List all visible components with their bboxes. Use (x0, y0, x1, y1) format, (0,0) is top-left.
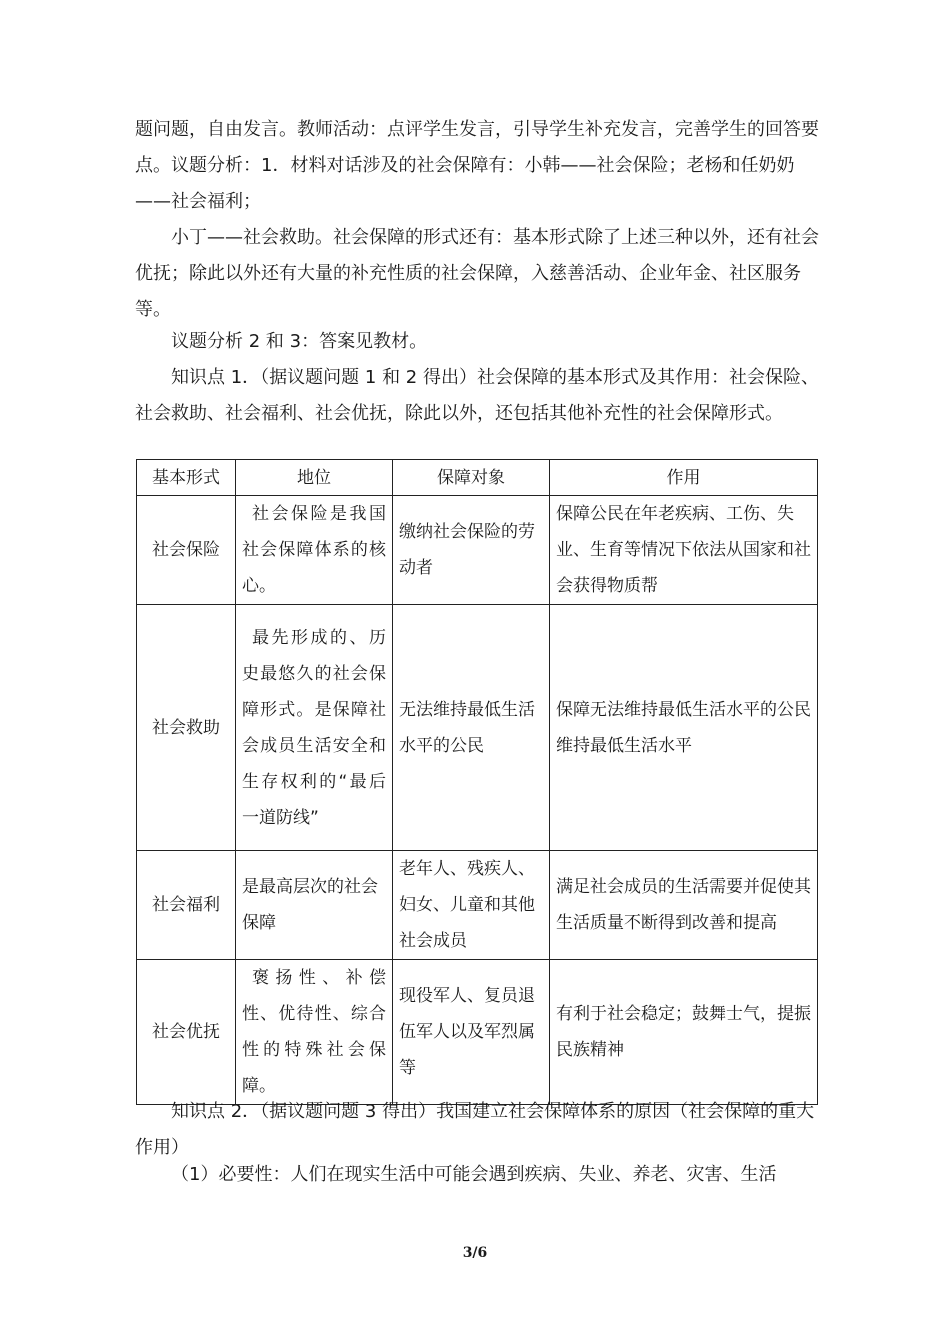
table-row (137, 960, 818, 1105)
paragraph-5: 知识点 2．（据议题问题 3 得出）我国建立社会保障体系的原因（社会保障的重大作用） (135, 1101, 815, 1158)
header-target: 保障对象 (393, 460, 550, 496)
page-number: 3/6 (462, 1245, 488, 1261)
cell-role: 满足社会成员的生活需要并促使其生活质量不断得到改善和提高 (550, 851, 818, 960)
cell-form: 社会优抚 (137, 960, 236, 1105)
cell-target: 缴纳社会保险的劳动者 (393, 496, 550, 605)
table-header-row (137, 460, 818, 496)
cell-target: 无法维持最低生活水平的公民 (393, 605, 550, 851)
cell-role: 保障无法维持最低生活水平的公民维持最低生活水平 (550, 605, 818, 851)
social-security-table (136, 459, 818, 1105)
paragraph-1: 题问题，自由发言。教师活动：点评学生发言，引导学生补充发言，完善学生的回答要点。议题分析：1．材料对话涉及的社会保障有：小韩——社会保险；老杨和任奶奶——社会福利； (135, 119, 819, 212)
table-row (137, 851, 818, 960)
paragraph-6: （1）必要性：人们在现实生活中可能会遇到疾病、失业、养老、灾害、生活 (171, 1164, 777, 1185)
header-status: 地位 (236, 460, 393, 496)
cell-status: 是最高层次的社会保障 (236, 851, 393, 960)
cell-status: 褒扬性、补偿性、优待性、综合性的特殊社会保障。 (236, 960, 393, 1105)
table-row (137, 496, 818, 605)
header-role: 作用 (550, 460, 818, 496)
cell-status: 最先形成的、历史最悠久的社会保障形式。是保障社会成员生活安全和生存权利的“最后一道防线” (236, 605, 393, 851)
cell-form: 社会保险 (137, 496, 236, 605)
cell-role: 保障公民在年老疾病、工伤、失业、生育等情况下依法从国家和社会获得物质帮 (550, 496, 818, 605)
cell-form: 社会救助 (137, 605, 236, 851)
cell-role: 有利于社会稳定；鼓舞士气，提振民族精神 (550, 960, 818, 1105)
table-row (137, 605, 818, 851)
cell-form: 社会福利 (137, 851, 236, 960)
cell-target: 老年人、残疾人、妇女、儿童和其他社会成员 (393, 851, 550, 960)
paragraph-2: 小丁——社会救助。社会保障的形式还有：基本形式除了上述三种以外，还有社会优抚；除此以外还有大量的补充性质的社会保障，入慈善活动、企业年金、社区服务等。 (135, 227, 819, 320)
cell-target: 现役军人、复员退伍军人以及军烈属等 (393, 960, 550, 1105)
cell-status: 社会保险是我国社会保障体系的核心。 (236, 496, 393, 605)
paragraph-4: 知识点 1．（据议题问题 1 和 2 得出）社会保障的基本形式及其作用：社会保险、社会救助、社会福利、社会优抚，除此以外，还包括其他补充性的社会保障形式。 (135, 367, 819, 424)
header-form: 基本形式 (137, 460, 236, 496)
paragraph-3: 议题分析 2 和 3：答案见教材。 (171, 331, 428, 352)
